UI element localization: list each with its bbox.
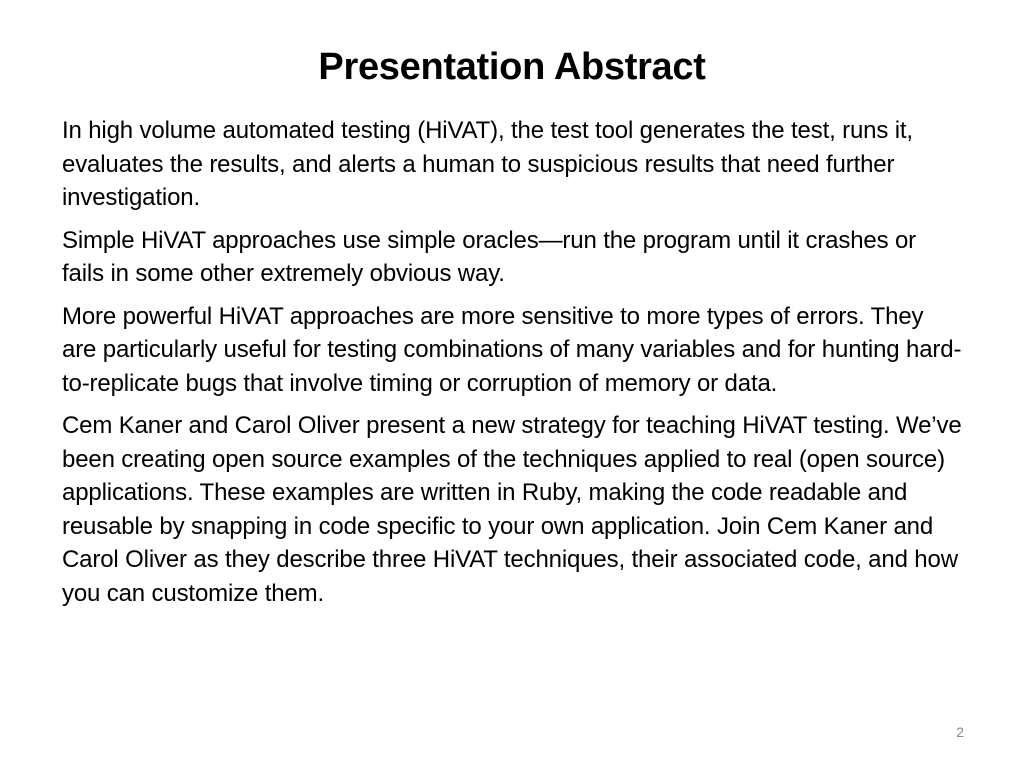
abstract-paragraph-3: More powerful HiVAT approaches are more sensitive to more types of errors. They are particularly useful for testing combinations of many variables and for hunting hard-to-replicate bugs that involve timing or corruption of memory or data. <box>62 302 962 397</box>
abstract-paragraph-2: Simple HiVAT approaches use simple oracles—run the program until it crashes or fails in some other extremely obvious way. <box>62 226 917 287</box>
slide-body <box>62 114 962 619</box>
page-number: 2 <box>956 724 964 740</box>
abstract-paragraph-1: In high volume automated testing (HiVAT), the test tool generates the test, runs it, evaluates the results, and alerts a human to suspicious results that need further investigation. <box>62 117 913 211</box>
slide-title: Presentation Abstract <box>318 46 706 88</box>
abstract-paragraph-4: Cem Kaner and Carol Oliver present a new strategy for teaching HiVAT testing. We’ve been creating open source examples of the techniques applied to real (open source) applications. These examples are written in Ruby, making the code readable and reusable by snapping in code specific to your own application. Join Cem Kaner and Carol Oliver as they describe three HiVAT techniques, their associated code, and how you can customize them. <box>62 412 962 607</box>
